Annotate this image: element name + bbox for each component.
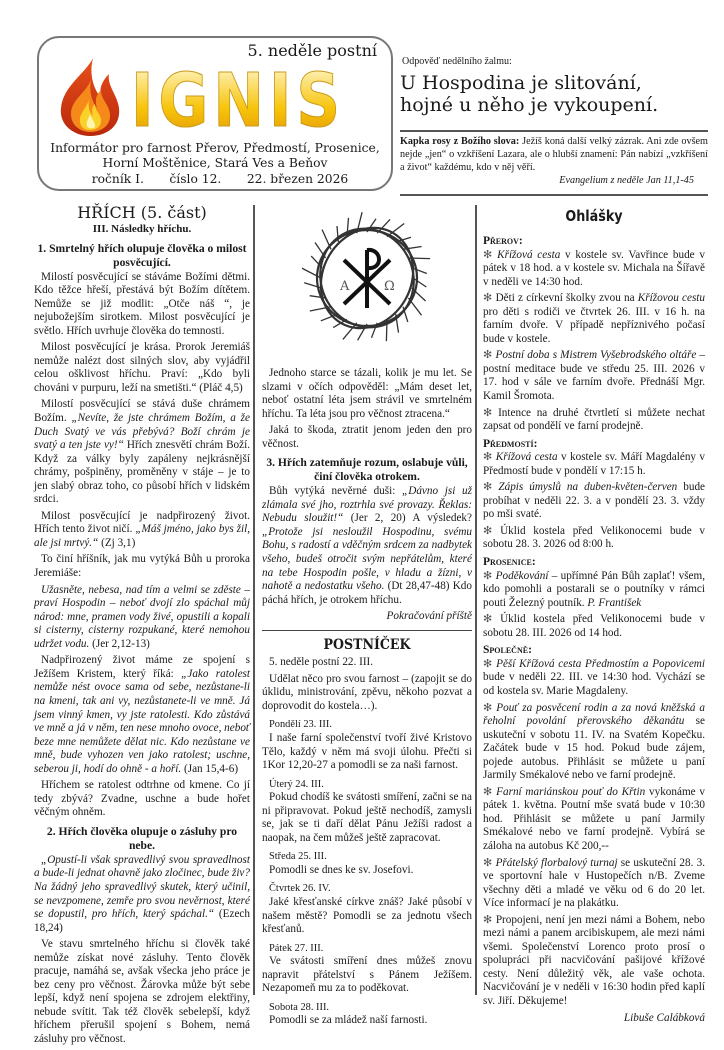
divider <box>400 130 708 132</box>
paragraph <box>34 938 250 1046</box>
text: Propojeni, není jen mezi námi a Bohem, nebo mezi námi a panem arcibiskupem, ale mezi námi všemi. Společenství Lorenco proto prosí o spolupráci při nacvičování pašijové křížové cesty. Není důležitý věk, ale vaše ochota. Nacvičování je v neděli v 16:30 hodin před kaplí sv. Jiří. Děkujeme! <box>483 913 706 1007</box>
paragraph <box>34 854 250 935</box>
text: – postní meditace bude ve středu 25. III. 2026 v 17. hod v sále ve farním dvoře. Přednáší Mgr. Kamil Šromota. <box>483 349 706 403</box>
announcement-item <box>483 658 705 699</box>
text: (Jan 15,4-6) <box>181 762 239 775</box>
parish-section-heading: Přerov: <box>483 235 523 247</box>
asterisk-bullet-icon: ✻ <box>483 481 499 494</box>
flame-logo-icon <box>55 56 125 138</box>
text: bude v neděli 22. III. ve 14:30 hod. Vychází se od kostela sv. Marie Magdaleny. <box>483 671 705 697</box>
issue-title: 5. neděle postní <box>247 41 377 60</box>
psalm-label: Odpověď nedělního žalmu: <box>402 56 512 67</box>
asterisk-bullet-icon: ✻ <box>483 406 499 419</box>
issue-date: 22. březen 2026 <box>246 172 349 186</box>
announcement-item <box>483 349 705 403</box>
announcement-item <box>483 613 705 640</box>
text: se uskuteční v sobotu 11. IV. na Svatém Kopečku. Začátek bude v 15 hod. Pokud bude zájem, pojede autobus. Přihlásit se můžete u paní Jarmily Smékalové nebo ve farní prodejně. <box>483 715 705 782</box>
text: Hříchem se ratolest odtrhne od kmene. Co jí tedy zbývá? Zvadne, uschne a bude hořet věčným ohněm. <box>34 779 250 819</box>
day-label: Středa 25. III. <box>269 851 327 863</box>
emphasis-text: „Máš jméno, jako bys žil, ale jsi mrtvý.“ <box>34 523 250 549</box>
subtitle-line: Informátor pro farnost Přerov, Předmostí, Prosenice, <box>50 141 380 155</box>
paragraph <box>262 896 472 937</box>
emphasis-text: Pěší Křížová cesta Předmostím a Popovicemi <box>496 657 705 670</box>
asterisk-bullet-icon: ✻ <box>483 569 496 582</box>
emphasis-text: Zápis úmyslů na duben-květen-červen <box>498 481 678 494</box>
signature: Libuše Calábková <box>623 1011 705 1024</box>
announcement-item <box>483 525 705 552</box>
text: Ve stavu smrtelného hříchu si člověk také nemůže získat nové zásluhy. Tento člověk pracuje, namáhá se, avšak všecka jeho práce je bez ceny pro věčnost. Žárovka může být sebe lepší, když není spojena se zdrojem elektřiny, nebude svítit. Tak též člověk sebelepší, když hříchem přerušil spojení s Bohem, nemá zásluhy pro věčnost. <box>34 938 250 1045</box>
paragraph <box>34 654 250 776</box>
day-label: Čtvrtek 26. IV. <box>269 883 331 895</box>
asterisk-bullet-icon: ✻ <box>483 657 497 670</box>
text: I naše farní společenství tvoří živé Kristovo Tělo, každý v něm má svoji úlohu. Přečti si 1Kor 12,20-27 a pomodli se za naši farnost. <box>262 731 472 772</box>
text: Intence na druhé čtvrtletí si můžete nechat zapsat od pondělí ve farní prodejně. <box>483 406 705 433</box>
asterisk-bullet-icon: ✻ <box>483 292 496 305</box>
emphasis-text: „Nevíte, že jste chrámem Božím, a že Duch Svatý ve vás přebývá? Boží chrám je svatý a ten jste vy!“ <box>34 412 250 452</box>
article-subtitle: III. Následky hříchu. <box>92 223 192 235</box>
announcement-item <box>483 786 705 854</box>
text: 5. neděle postní 22. III. <box>269 656 374 669</box>
text: Jaké křesťanské církve znáš? Jaké působí v našem městě? Pomodli se za jednotu všech křesťanů. <box>262 896 472 936</box>
day-label: Sobota 28. III. <box>269 1001 330 1013</box>
asterisk-bullet-icon: ✻ <box>483 524 501 537</box>
announcement-item <box>483 249 705 290</box>
section-heading: 3. Hřích zatemňuje rozum, oslabuje vůli, činí člověka otrokem. <box>266 456 468 484</box>
announcement-item <box>483 857 705 911</box>
emphasis-text: Křížovou cestu <box>637 292 706 305</box>
divider <box>400 194 708 196</box>
omega-letter: Ω <box>384 279 395 294</box>
kapka-rosy <box>400 135 708 174</box>
paragraph <box>34 271 250 339</box>
psalm-line: hojné u něho je vykoupení. <box>400 94 659 116</box>
text: (Jer 2,12-13) <box>89 637 150 650</box>
subtitle-line: Horní Moštěnice, Stará Ves a Beňov <box>102 156 328 170</box>
text: Ve svátosti smíření dnes můžeš znovu napravit přátelství s Pánem Ježíšem. Nezapomeň mu za to poděkovat. <box>262 955 472 995</box>
emphasis-text: Postní doba s Mistrem Vyšebrodského oltáře <box>495 349 697 362</box>
text: Hřích znesvětí chrám Boží. Když za války byly zapáleny nejkrásnější chrámy, pošpiněny, proměněny v stáje – je to jen slabý obraz toho, co působí hřích v lidském srdci. <box>34 439 250 506</box>
text: v kostele sv. Vavřince bude v pátek v 18 hod. a v kostele sv. Michala na Šířavě v neděli ve 14:30 hod. <box>483 248 705 288</box>
text: – upřímné Pán Bůh zaplať! všem, kdo pomohli a postarali se o poutníky v rámci pouti Železný poutník. <box>483 569 706 609</box>
crown-of-thorns-chi-rho-icon <box>302 208 432 348</box>
emphasis-text: Přátelský florbalový turnaj <box>495 856 618 869</box>
paragraph <box>262 732 472 773</box>
asterisk-bullet-icon: ✻ <box>483 701 497 714</box>
section-heading: 2. Hřích člověka olupuje o zásluhy pro nebe. <box>46 824 238 852</box>
ignis-logo: IGNIS <box>131 58 346 144</box>
text: Úklid kostela před Velikonocemi bude v sobotu 28. III. 2026 od 14 hod. <box>483 613 705 639</box>
text: Děti z církevní školky zvou na <box>495 292 638 305</box>
day-label: Pátek 27. III. <box>269 942 324 954</box>
kapka-text: Ježíš koná další velký zázrak. Ani zde ovšem nejde „jen“ o vzkříšení Lazara, ale o hlubší znamení: Pán nabízí „vzkříšení a život“ každému, kdo v něj věří. <box>400 136 708 173</box>
text: se uskuteční 28. 3. ve sportovní hale v Hustopečích n/B. Zveme všechny děti a mladé ve věku od 6 do 20 let. Více informací je na plakátku. <box>483 856 705 910</box>
volume: ročník I. <box>91 172 144 186</box>
paragraph <box>262 485 472 607</box>
column-divider <box>253 205 255 995</box>
emphasis-text: „Protože jsi nesloužil Hospodinu, svému Bohu, s radostí a vděčným srdcem za nadbytek všeho, budeš otročit svým nepřátelům, které na tebe Hospodin pošle, v hladu a žízni, v nahotě a nedostatku všeho. <box>262 525 472 593</box>
postnicek-title: POSTNÍČEK <box>323 637 411 654</box>
text: v kostele sv. Máří Magdalény v Předmostí bude v pondělí v 17:15 h. <box>483 451 706 477</box>
emblem-image <box>262 203 472 353</box>
emphasis-text: „Opustí-li však spravedlivý svou spravedlnost a bude-li jednat ohavně jako zločinec, bude živ? Na žádný jeho spravedlivý skutek, který učinil, se nevzpomene, zemře pro svou nevěrnost, které se dopustil, pro hřích, který spáchal.“ <box>34 853 250 921</box>
text: Jednoho starce se tázali, kolik je mu let. Se slzami v očích odpověděl: „Mám deset let, neboť ostatní léta jsem strávil ve smrtelném hříchu. Ta léta jsou pro věčnost ztracena.“ <box>262 367 472 420</box>
emphasis-text: Křížová cesta <box>497 248 561 261</box>
emphasis-text: Užasněte, nebesa, nad tím a velmi se zděste – praví Hospodin – neboť dvojí zlo spáchal můj národ: mne, pramen vody živé, opustili a kopali si cisterny, cisterny rozpukané, které nemohou udržet vodu. <box>34 583 250 650</box>
article-column-postnicek <box>262 203 472 1031</box>
asterisk-bullet-icon: ✻ <box>483 613 501 626</box>
paragraph <box>34 341 250 395</box>
day-label: Úterý 24. III. <box>269 778 324 790</box>
issue-number: číslo 12. <box>169 172 222 186</box>
signature: Pokračování příště <box>386 610 472 623</box>
paragraph <box>262 673 472 714</box>
masthead <box>37 36 393 191</box>
emphasis-text: „Jako ratolest nemůže nést ovoce sama od sebe, nezůstane-li na kmeni, tak ani vy, nezůstanete-li ve mně. Já jsem vinný kmen, vy jste ratolesti. Kdo zůstává ve mně a já v něm, ten nese mnoho ovoce, neboť beze mne nemůžete dělat nic. Kdo nezůstane ve mně, bude vyhozen ven jako ratolest; uschne, seberou ji, hodí do ohně - a hoří. <box>34 667 250 775</box>
text: bude probíhat v neděli 22. 3. a v pondělí 23. 3. vždy po mši svaté. <box>483 481 706 521</box>
psalm-line: U Hospodina je slitování, <box>400 72 642 94</box>
asterisk-bullet-icon: ✻ <box>483 451 496 464</box>
text: (Jer 2, 20) A výsledek? <box>343 512 472 525</box>
text: Milostí posvěcující se stáváme Božími dětmi. Kdo těžce hřeší, přestává být Božím dítětem. Nemůže se již modlit: „Otče náš “, je nejubožejším sirotkem. Milost posvěcující je světlo. Hřích uvrhuje člověka do temnosti. <box>34 270 250 337</box>
text: To činí hříšník, jak mu vytýká Bůh u proroka Jeremiáše: <box>34 553 250 580</box>
emphasis-text: „Dávno jsi už zlámala své jho, roztrhla své provazy. Řeklas: Nebudu sloužit!“ <box>262 485 472 525</box>
text: Milost posvěcující je nadpřirozený život. Hřích tento život ničí. <box>34 509 250 536</box>
paragraph <box>262 955 472 996</box>
issue-meta <box>39 172 391 187</box>
masthead-subtitle <box>39 141 391 171</box>
announcement-item <box>483 451 705 478</box>
text: Udělat něco pro svou farnost – (zapojit se do úklidu, ministrování, zpěvu, někoho pozvat a doprovodit do kostela…). <box>262 672 472 712</box>
text: Jaká to škoda, ztratit jenom jeden den pro věčnost. <box>262 424 472 450</box>
text: (Dt 28,47-48) Kdo páchá hřích, je otrokem hříchu. <box>262 580 472 606</box>
asterisk-bullet-icon: ✻ <box>483 913 496 926</box>
emphasis-text: Pouť za posvěcení rodin a za nová kněžská a řeholní povolání přerovského děkanátu <box>483 701 705 728</box>
text: Milost posvěcující je krása. Prorok Jeremiáš nemůže nalézt dost silných slov, aby vyjádřil celou ošklivost hříchu. Praví: „Kdo byli chováni v purpuru, leží na smetišti.“ (Pláč 4,5) <box>34 341 250 394</box>
paragraph <box>34 553 250 580</box>
article-title: HŘÍCH (5. část) <box>77 203 207 222</box>
announcement-item <box>483 481 705 522</box>
paragraph <box>262 864 472 878</box>
text: Úklid kostela před Velikonocemi bude v sobotu 28. 3. 2026 od 8:00 h. <box>483 524 705 551</box>
alpha-letter: A <box>340 279 350 294</box>
asterisk-bullet-icon: ✻ <box>483 248 498 261</box>
emphasis-text: P. František <box>587 596 642 609</box>
announcement-item <box>483 292 705 346</box>
section-heading: 1. Smrtelný hřích olupuje člověka o milost posvěcující. <box>37 241 247 269</box>
text: Pokud chodíš ke svátosti smíření, začni se na ni připravovat. Pokud ještě nechodíš, zamysli se, jak se ti daří dělat Pánu Ježíši radost a naopak, na čem můžeš ještě zapracovat. <box>262 791 472 844</box>
psalm-response <box>400 72 658 116</box>
announcement-item <box>483 914 705 1009</box>
announcements-title: Ohlášky <box>565 207 623 225</box>
paragraph <box>262 791 472 845</box>
text: Milostí posvěcující se stává duše chrámem Božím. <box>34 398 250 425</box>
announcement-item <box>483 570 705 611</box>
paragraph <box>34 398 250 506</box>
asterisk-bullet-icon: ✻ <box>483 856 496 869</box>
divider <box>262 630 472 632</box>
announcement-item <box>483 407 705 434</box>
text: Nadpřirozený život máme ze spojení s Ježíšem Kristem, který říká: <box>34 654 250 680</box>
text: (Ezech 18,24) <box>34 908 250 934</box>
day-label: Pondělí 23. III. <box>269 719 332 731</box>
asterisk-bullet-icon: ✻ <box>483 349 496 362</box>
emphasis-text: Farní mariánskou pouť do Křtin <box>496 785 646 798</box>
kapka-label: Kapka rosy z Božího slova: <box>400 136 520 147</box>
paragraph <box>34 779 250 820</box>
announcement-item <box>483 702 705 783</box>
emphasis-text: Poděkování <box>495 569 549 582</box>
parish-section-heading: Společně: <box>483 644 532 657</box>
kapka-source: Evangelium z neděle Jan 11,1-45 <box>559 175 694 186</box>
paragraph <box>262 424 472 451</box>
text: Pomodli se dnes ke sv. Josefovi. <box>269 863 414 876</box>
paragraph <box>262 367 472 421</box>
paragraph <box>34 584 250 652</box>
paragraph <box>34 510 250 551</box>
announcements-column <box>483 203 705 1031</box>
text: Pomodli se za mládež naší farnosti. <box>269 1014 428 1027</box>
text: vykonáme v pátek 1. května. Poutní mše svatá bude v 10:30 hod. Přihlásit se můžete u paní Jarmily Smékalové nebo ve farní prodejně. Vybírá se záloha na autobus Kč 200,-- <box>483 785 705 852</box>
text: Bůh vytýká nevěrné duši: <box>269 485 403 498</box>
parish-section-heading: Prosenice: <box>483 556 536 569</box>
text: (Zj 3,1) <box>98 536 136 549</box>
paragraph <box>262 656 472 670</box>
parish-section-heading: Předmostí: <box>483 437 538 450</box>
column-divider <box>475 205 477 995</box>
article-column-hrich <box>34 203 250 1050</box>
emphasis-text: Křížová cesta <box>495 451 558 464</box>
paragraph <box>262 1014 472 1028</box>
kapka-rosy-box <box>400 135 708 187</box>
asterisk-bullet-icon: ✻ <box>483 785 497 798</box>
text: pro děti s rodiči ve čtvrtek 26. III. v 16 h. na farním dvoře. V případě nepříznivého počasí bude v kostele. <box>483 305 705 345</box>
